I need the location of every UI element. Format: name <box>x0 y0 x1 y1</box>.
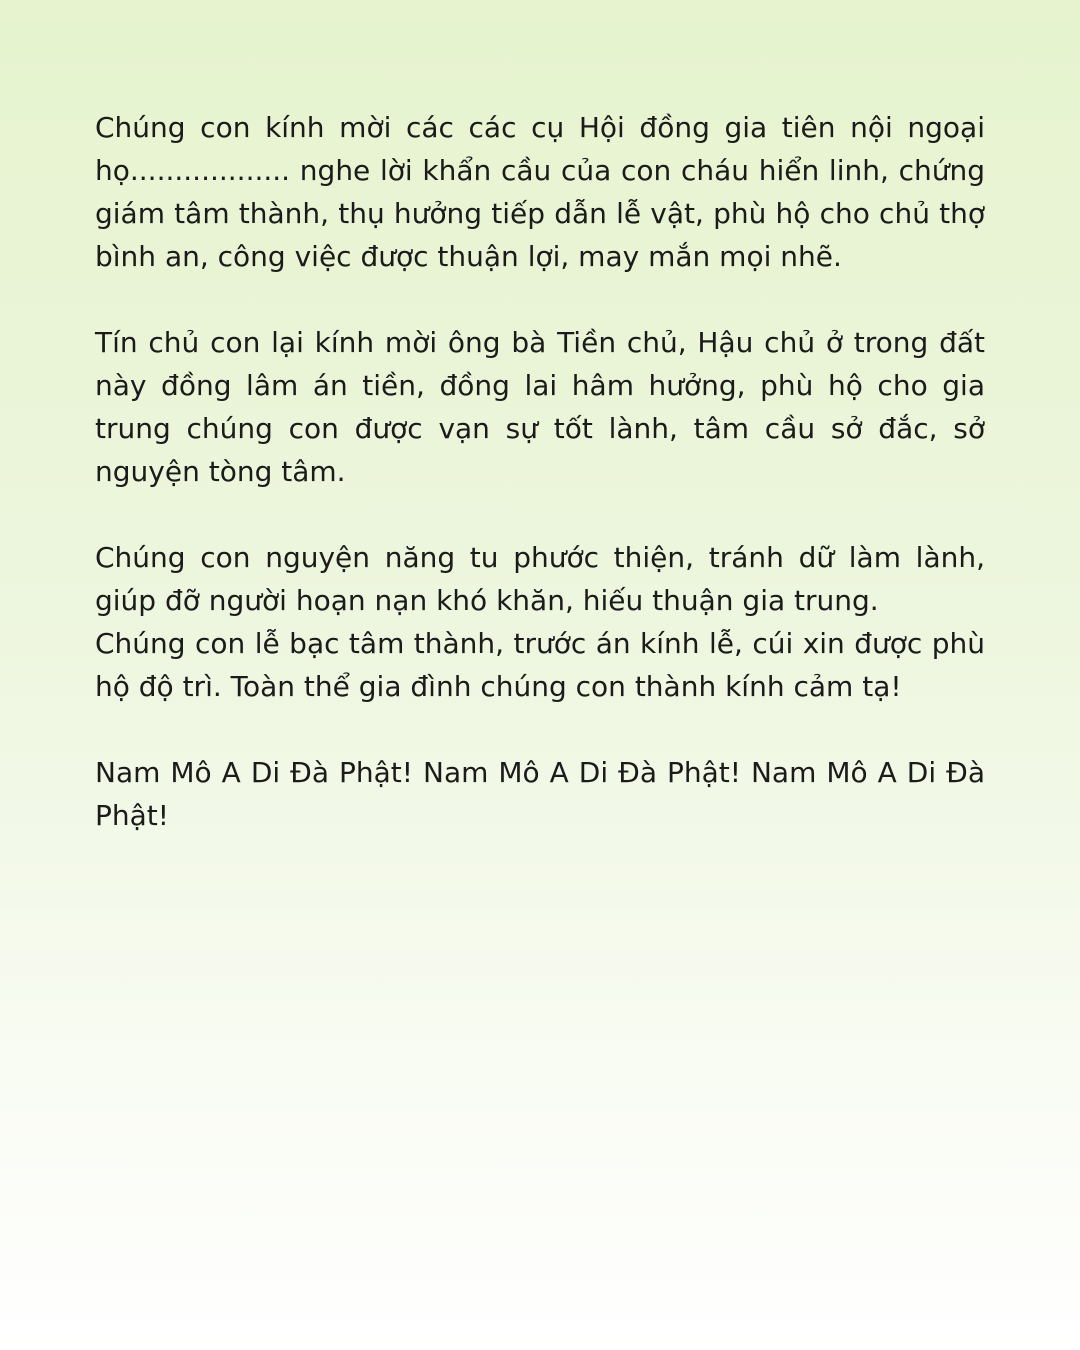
paragraph-gratitude: Chúng con lễ bạc tâm thành, trước án kính lễ, cúi xin được phù hộ độ trì. Toàn thể gia đình chúng con thành kính cảm tạ! <box>95 627 985 703</box>
paragraph-vow: Chúng con nguyện năng tu phước thiện, tránh dữ làm lành, giúp đỡ người hoạn nạn khó khăn, hiếu thuận gia trung. <box>95 541 985 617</box>
paragraph-invocation-ancestors: Chúng con kính mời các các cụ Hội đồng gia tiên nội ngoại họ.................. nghe lời khẩn cầu của con cháu hiển linh, chứng giám tâm thành, thụ hưởng tiếp dẫn lễ vật, phù hộ cho chủ thợ bình an, công việc được thuận lợi, may mắn mọi nhẽ. <box>95 111 985 273</box>
paragraph-invocation-land-owners: Tín chủ con lại kính mời ông bà Tiền chủ, Hậu chủ ở trong đất này đồng lâm án tiền, đồng lai hâm hưởng, phù hộ cho gia trung chúng con được vạn sự tốt lành, tâm cầu sở đắc, sở nguyện tòng tâm. <box>95 326 985 488</box>
paragraph-chant: Nam Mô A Di Đà Phật! Nam Mô A Di Đà Phật! Nam Mô A Di Đà Phật! <box>95 756 985 832</box>
prayer-text <box>95 106 985 880</box>
